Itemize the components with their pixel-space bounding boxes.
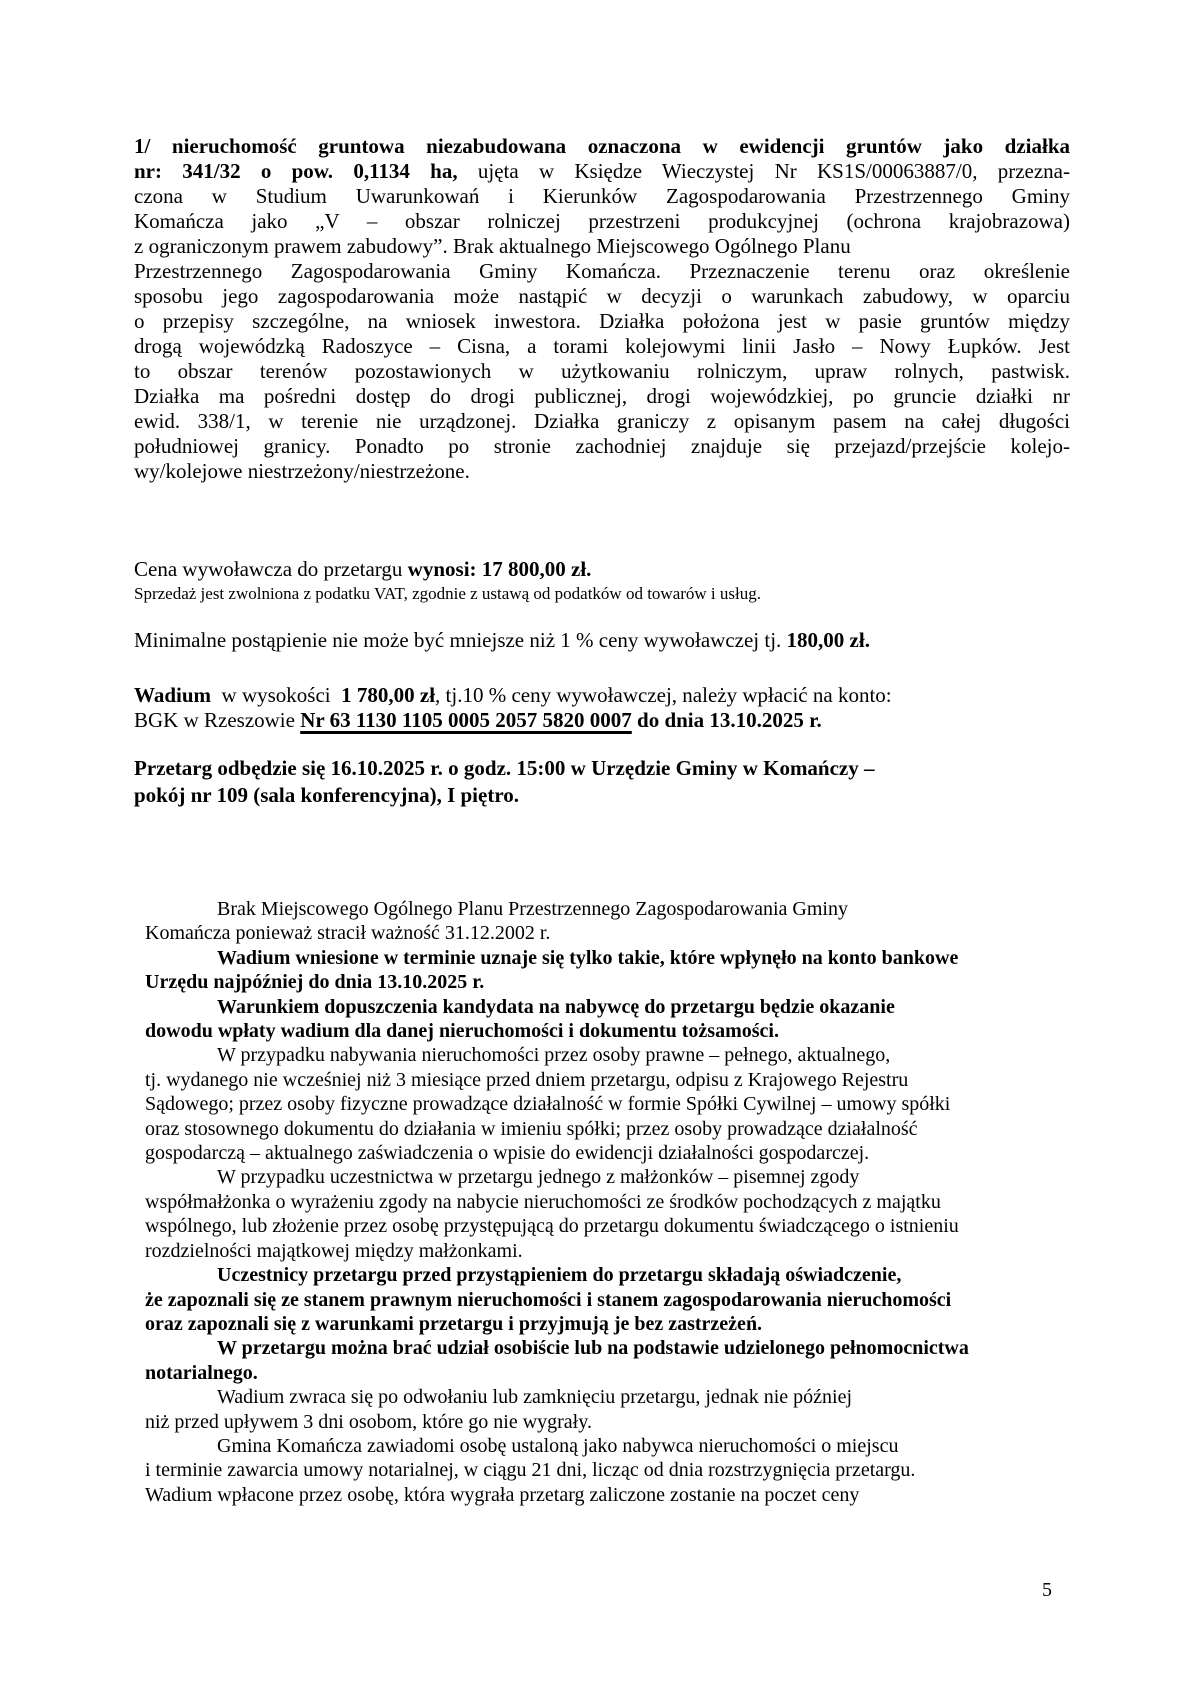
property-description [134,134,1070,484]
text-segment: oraz stosownego dokumentu do działania w imieniu spółki; przez osoby prowadzące działalność [145,1117,918,1140]
text-line [134,359,1070,384]
text-segment: Uczestnicy przetargu przed przystąpieniem do przetargu składają oświadczenie, [217,1264,902,1287]
text-line [134,334,1070,359]
text-line [145,1019,1070,1043]
text-line [134,708,1070,733]
text-segment: drogą wojewódzką Radoszyce – Cisna, a torami kolejowymi linii Jasło – Nowy Łupków. Jest [134,334,1070,358]
text-line [134,628,1070,653]
text-segment: Wadium wpłacone przez osobę, która wygrała przetarg zaliczone zostanie na poczet ceny [145,1483,860,1506]
text-segment: , tj.10 % ceny wywoławczej, należy wpłacić na konto: [435,683,892,707]
text-line [134,259,1070,284]
text-segment: Komańcza ponieważ stracił ważność 31.12.2002 r. [145,922,551,945]
text-line [134,234,1070,259]
text-segment: Brak Miejscowego Ogólnego Planu Przestrzennego Zagospodarowania Gminy [217,898,848,920]
text-segment: Wadium wniesione w terminie uznaje się tylko takie, które wpłynęło na konto bankowe [217,946,959,969]
starting-price [134,557,1070,606]
text-line [145,1263,1070,1287]
plan-validity-note [145,897,1070,946]
text-segment: W przypadku nabywania nieruchomości przez osoby prawne – pełnego, aktualnego, [217,1044,891,1067]
text-line [145,1410,1070,1434]
text-segment: to obszar terenów pozostawionych w użytkowaniu rolniczym, upraw rolnych, pastwisk. [134,359,1070,383]
text-line [134,582,1070,606]
text-segment: Urzędu najpóźniej do dnia 13.10.2025 r. [145,971,485,994]
text-segment: o przepisy szczególne, na wniosek inwestora. Działka położona jest w pasie gruntów między [134,309,1070,333]
text-segment: Komańcza jako „V – obszar rolniczej przestrzeni produkcyjnej (ochrona krajobrazowa) [134,209,1070,233]
text-line [145,1043,1070,1067]
text-line [145,1434,1070,1458]
text-segment: czona w Studium Uwarunkowań i Kierunków Zagospodarowania Przestrzennego Gminy [134,184,1070,208]
text-segment: gospodarczą – aktualnego zaświadczenia o wpisie do ewidencji działalności gospodarczej. [145,1142,870,1165]
text-segment: Wadium [134,683,212,707]
text-line [134,782,1070,809]
text-line [145,1141,1070,1165]
text-segment: niż przed upływem 3 dni osobom, które go nie wygrały. [145,1410,592,1433]
admission-requirement [145,995,1070,1044]
text-line [145,1239,1070,1263]
deposit-refund [145,1385,1070,1434]
text-segment: wynosi: 17 800,00 zł. [407,557,592,581]
text-segment: do dnia 13.10.2025 r. [631,708,822,732]
page-number: 5 [1042,1579,1052,1601]
text-line [134,284,1070,309]
text-line [134,755,1070,782]
text-segment: 1 780,00 zł [341,683,436,707]
text-segment: ujęta w Księdze Wieczystej Nr KS1S/00063887/0, przezna- [457,159,1070,183]
text-segment: tj. wydanego nie wcześniej niż 3 miesiące przed dniem przetargu, odpisu z Krajowego Rejestru [145,1068,909,1091]
text-segment: 1/ nieruchomość gruntowa niezabudowana oznaczona w ewidencji gruntów jako działka [134,134,1070,158]
text-line [145,921,1070,945]
text-line [145,1385,1070,1409]
proxy-participation [145,1336,1070,1385]
text-segment: Sprzedaż jest zwolniona z podatku VAT, zgodnie z ustawą od podatków od towarów i usług. [134,584,761,603]
text-segment: W przypadku uczestnictwa w przetargu jednego z małżonków – pisemnej zgody [217,1166,860,1189]
text-segment: ewid. 338/1, w terenie nie urządzonej. Działka graniczy z opisanym pasem na całej długości [134,409,1070,433]
text-line [145,995,1070,1019]
text-segment: BGK w Rzeszowie [134,708,301,732]
text-segment: Minimalne postąpienie nie może być mniejsze niż 1 % ceny wywoławczej tj. [134,628,787,652]
text-line [134,459,1070,484]
text-line [134,309,1070,334]
text-line [145,1483,1070,1507]
text-segment: Gmina Komańcza zawiadomi osobę ustaloną jako nabywca nieruchomości o miejscu [217,1434,899,1457]
text-segment: że zapoznali się ze stanem prawnym nieruchomości i stanem zagospodarowania nieruchomości [145,1288,952,1311]
text-line [134,184,1070,209]
text-segment: nr: 341/32 o pow. 0,1134 ha, [134,159,458,183]
text-line [134,159,1070,184]
text-line [145,1117,1070,1141]
text-segment: Wadium zwraca się po odwołaniu lub zamknięciu przetargu, jednak nie później [217,1386,853,1409]
deposit-deadline-rule [145,946,1070,995]
text-line [145,1165,1070,1189]
participants-declaration [145,1263,1070,1336]
text-segment: Cena wywoławcza do przetargu [134,557,408,581]
text-segment: Nr 63 1130 1105 0005 2057 5820 0007 [300,708,632,732]
text-segment: z ograniczonym prawem zabudowy”. Brak aktualnego Miejscowego Ogólnego Planu [134,234,851,258]
deposit-info [134,683,1070,733]
notarial-agreement-notice [145,1434,1070,1507]
text-line [145,1312,1070,1336]
text-segment: południowej granicy. Ponadto po stronie zachodniej znajduje się przejazd/przejście kolejo- [134,434,1070,458]
text-line [145,1336,1070,1360]
text-line [145,1190,1070,1214]
text-segment: współmałżonka o wyrażeniu zgody na nabycie nieruchomości ze środków pochodzących z majątku [145,1190,941,1213]
text-segment: dowodu wpłaty wadium dla danej nieruchomości i dokumentu tożsamości. [145,1020,779,1043]
text-line [134,683,1070,708]
spouse-participation [145,1165,1070,1263]
text-segment: Przetarg odbędzie się 16.10.2025 r. o godz. 15:00 w Urzędzie Gminy w Komańczy – [134,756,875,780]
text-line [145,970,1070,994]
text-line [134,384,1070,409]
text-line [134,434,1070,459]
text-segment: W przetargu można brać udział osobiście lub na podstawie udzielonego pełnomocnictwa [217,1337,969,1360]
text-line [134,557,1070,582]
text-line [134,209,1070,234]
legal-persons-documents [145,1043,1070,1165]
text-line [145,1288,1070,1312]
offer-section [134,134,1070,809]
text-segment: sposobu jego zagospodarowania może nastąpić w decyzji o warunkach zabudowy, w oparciu [134,284,1070,308]
text-line [145,1361,1070,1385]
text-segment: rozdzielności majątkowej między małżonkami. [145,1239,523,1262]
text-line [145,897,1070,921]
text-segment: pokój nr 109 (sala konferencyjna), I piętro. [134,783,520,807]
text-line [134,134,1070,159]
text-line [145,1068,1070,1092]
text-segment: oraz zapoznali się z warunkami przetargu i przyjmują je bez zastrzeżeń. [145,1312,763,1335]
text-line [145,1458,1070,1482]
text-segment: notarialnego. [145,1361,258,1384]
text-segment: i terminie zawarcia umowy notarialnej, w ciągu 21 dni, licząc od dnia rozstrzygnięcia przetargu. [145,1459,916,1482]
auction-date [134,755,1070,809]
text-segment: Sądowego; przez osoby fizyczne prowadzące działalność w formie Spółki Cywilnej – umowy spółki [145,1093,951,1116]
document-body [134,134,1070,1507]
text-segment: Przestrzennego Zagospodarowania Gminy Komańcza. Przeznaczenie terenu oraz określenie [134,259,1070,283]
text-line [134,409,1070,434]
text-segment: w wysokości [211,683,342,707]
minimum-bid [134,628,1070,653]
text-segment: Warunkiem dopuszczenia kandydata na nabywcę do przetargu będzie okazanie [217,995,895,1018]
text-segment: wspólnego, lub złożenie przez osobę przystępującą do przetargu dokumentu świadczącego o istnieniu [145,1215,959,1238]
text-line [145,946,1070,970]
terms-section [145,897,1070,1507]
text-line [145,1092,1070,1116]
text-segment: 180,00 zł. [786,628,870,652]
text-segment: Działka ma pośredni dostęp do drogi publicznej, drogi wojewódzkiej, po gruncie działki nr [134,384,1070,408]
text-line [145,1214,1070,1238]
text-segment: wy/kolejowe niestrzeżony/niestrzeżone. [134,459,470,483]
